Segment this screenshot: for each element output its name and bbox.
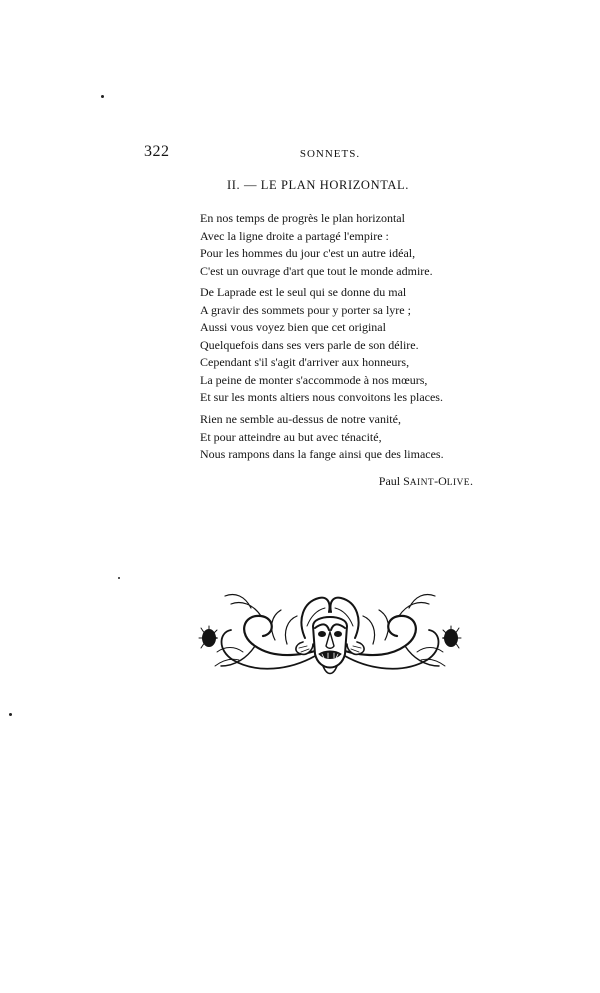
stray-mark xyxy=(101,95,104,98)
verse-line: De Laprade est le seul qui se donne du mal xyxy=(200,285,407,299)
verse-line: A gravir des sommets pour y porter sa lyre ; xyxy=(200,302,411,317)
stanza-4 xyxy=(200,411,500,464)
author-surname-initial-2: O xyxy=(438,474,447,488)
verse-line: Quelquefois dans ses vers parle de son délire. xyxy=(200,337,419,352)
author-signature-period: . xyxy=(470,474,473,488)
author-surname-initial: S xyxy=(403,474,410,488)
author-signature xyxy=(379,474,473,489)
verse-line: Nous rampons dans la fange ainsi que des limaces. xyxy=(200,447,444,461)
verse-line: En nos temps de progrès le plan horizontal xyxy=(200,211,405,225)
verse-line: Cependant s'il s'agit d'arriver aux honneurs, xyxy=(200,355,410,369)
grotesque-mask-vignette-icon xyxy=(195,586,465,691)
verse-line: C'est un ouvrage d'art que tout le monde admire. xyxy=(200,263,433,278)
author-surname-hyphen: - xyxy=(434,474,439,488)
verse-line: La peine de monter s'accommode à nos mœurs, xyxy=(200,372,428,387)
verse-line: Rien ne semble au-dessus de notre vanité, xyxy=(200,412,401,426)
verse-line: Et pour atteindre au but avec ténacité, xyxy=(200,429,382,444)
verse-line: Aussi vous voyez bien que cet original xyxy=(200,320,386,334)
author-surname-part-2: LIVE xyxy=(446,478,470,488)
stanza-1 xyxy=(200,210,500,280)
stanza-3 xyxy=(200,354,500,407)
running-head: SONNETS. xyxy=(299,148,361,160)
author-first-name: Paul xyxy=(378,474,401,488)
stray-mark xyxy=(118,577,120,579)
stray-mark xyxy=(9,713,12,716)
author-surname-part: AINT xyxy=(409,478,435,488)
stanza-2 xyxy=(200,284,500,354)
verse-line: Pour les hommes du jour c'est un autre idéal, xyxy=(200,246,416,260)
page-number: 322 xyxy=(144,143,170,160)
verse-line: Avec la ligne droite a partagé l'empire : xyxy=(200,228,389,243)
poem-title: II. — LE PLAN HORIZONTAL. xyxy=(226,178,410,192)
verse-line: Et sur les monts altiers nous convoitons les places. xyxy=(200,390,443,404)
